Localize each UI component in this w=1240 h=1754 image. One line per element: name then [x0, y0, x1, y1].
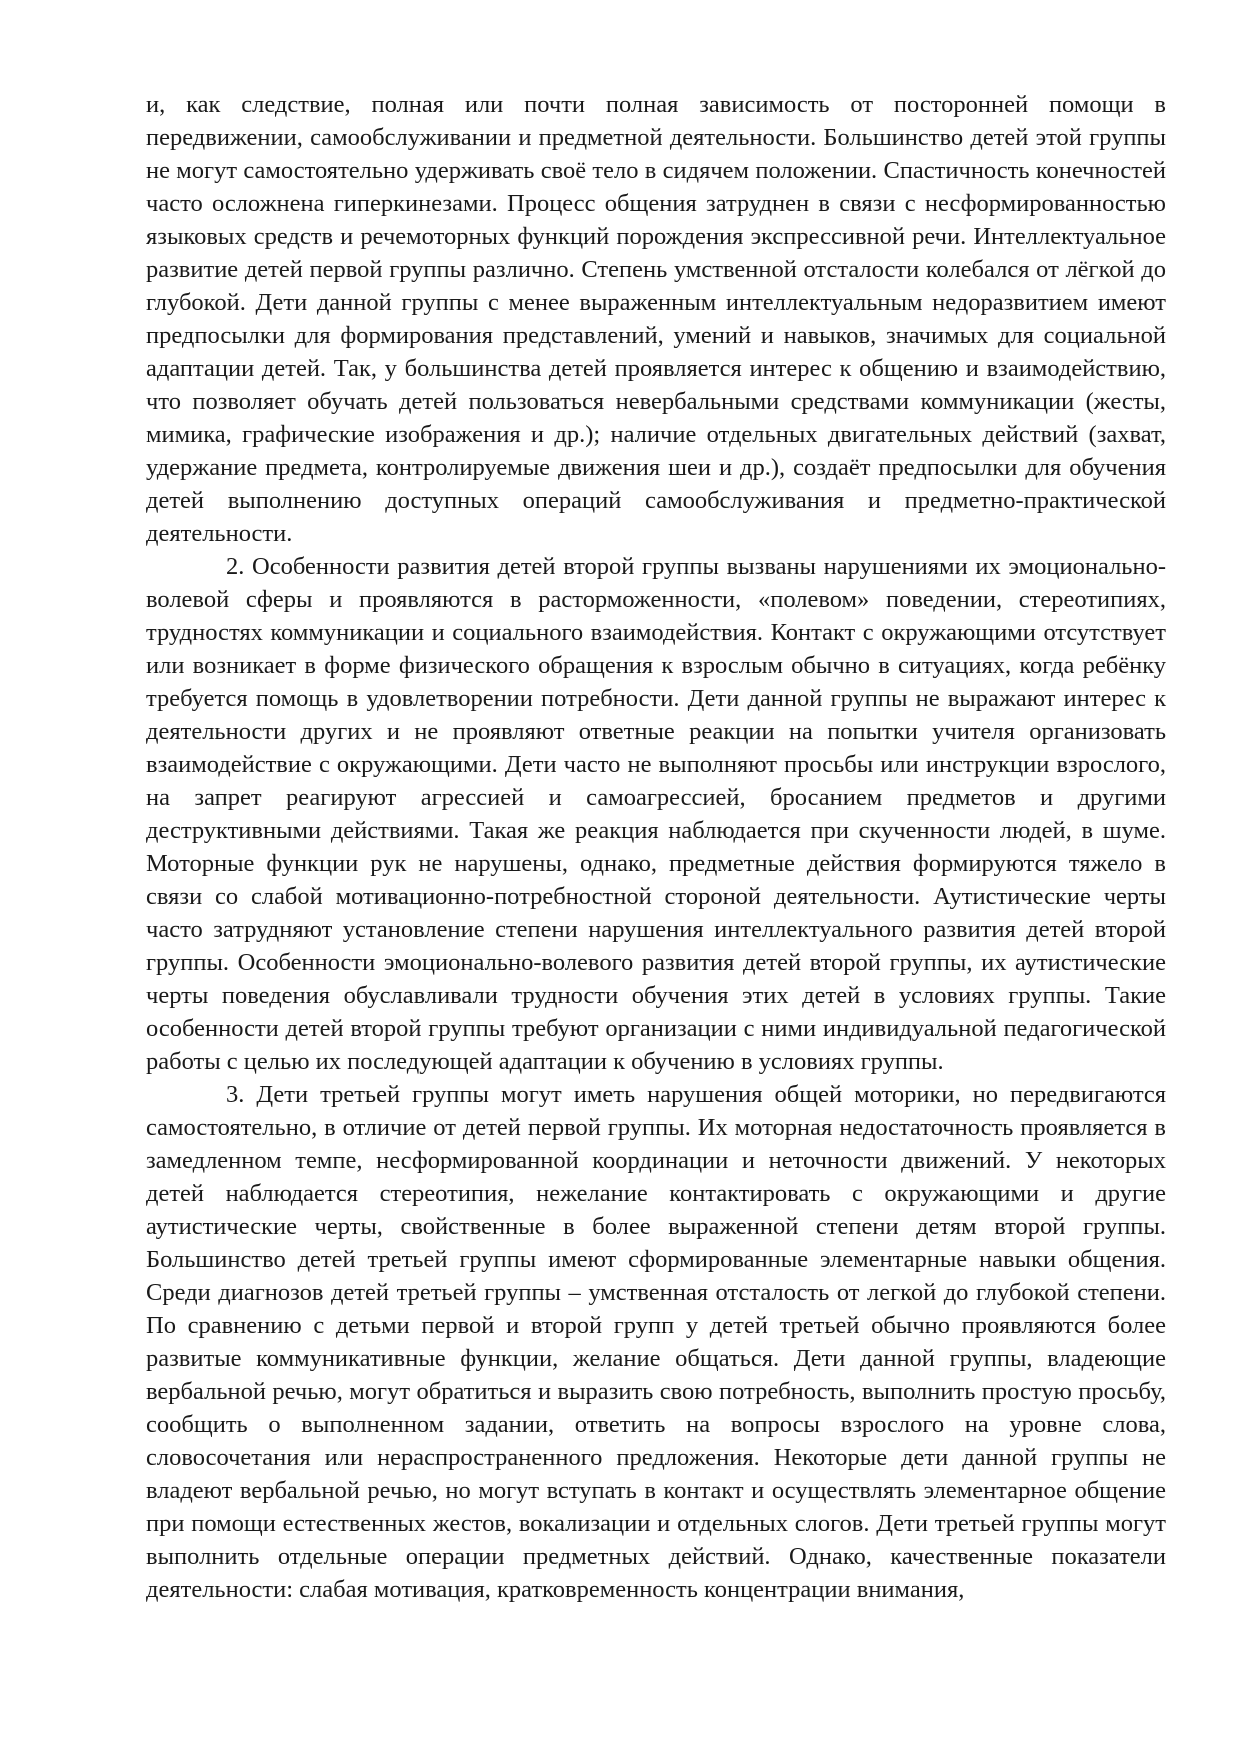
paragraph-group-2: 2. Особенности развития детей второй группы вызваны нарушениями их эмоционально-волевой сферы и проявляются в расторможенности, «полевом» поведении, стереотипиях, трудностях коммуникации и социального взаимодействия. Контакт с окружающими отсутствует или возникает в форме физического обращения к взрослым обычно в ситуациях, когда ребёнку требуется помощь в удовлетворении потребности. Дети данной группы не выражают интерес к деятельности других и не проявляют ответные реакции на попытки учителя организовать взаимодействие с окружающими. Дети часто не выполняют просьбы или инструкции взрослого, на запрет реагируют агрессией и самоагрессией, бросанием предметов и другими деструктивными действиями. Такая же реакция наблюдается при скученности людей, в шуме. Моторные функции рук не нарушены, однако, предметные действия формируются тяжело в связи со слабой мотивационно-потребностной стороной деятельности. Аутистические черты часто затрудняют установление степени нарушения интеллектуального развития детей второй группы. Особенности эмоционально-волевого развития детей второй группы, их аутистические черты поведения обуславливали трудности обучения этих детей в условиях группы. Такие особенности детей второй группы требуют организации с ними индивидуальной педагогической работы с целью их последующей адаптации к обучению в условиях группы. — [146, 553, 1166, 1075]
document-page — [146, 88, 1166, 1606]
paragraph-group-1-continuation: и, как следствие, полная или почти полная зависимость от посторонней помощи в передвижении, самообслуживании и предметной деятельности. Большинство детей этой группы не могут самостоятельно удерживать своё тело в сидячем положении. Спастичность конечностей часто осложнена гиперкинезами. Процесс общения затруднен в связи с несформированностью языковых средств и речемоторных функций порождения экспрессивной речи. Интеллектуальное развитие детей первой группы различно. Степень умственной отсталости колебался от лёгкой до глубокой. Дети данной группы с менее выраженным интеллектуальным недоразвитием имеют предпосылки для формирования представлений, умений и навыков, значимых для социальной адаптации детей. Так, у большинства детей проявляется интерес к общению и взаимодействию, что позволяет обучать детей пользоваться невербальными средствами коммуникации (жесты, мимика, графические изображения и др.); наличие отдельных двигательных действий (захват, удержание предмета, контролируемые движения шеи и др.), создаёт предпосылки для обучения детей выполнению доступных операций самообслуживания и предметно-практической деятельности. — [146, 91, 1166, 547]
paragraph-group-3: 3. Дети третьей группы могут иметь нарушения общей моторики, но передвигаются самостоятельно, в отличие от детей первой группы. Их моторная недостаточность проявляется в замедленном темпе, несформированной координации и неточности движений. У некоторых детей наблюдается стереотипия, нежелание контактировать с окружающими и другие аутистические черты, свойственные в более выраженной степени детям второй группы. Большинство детей третьей группы имеют сформированные элементарные навыки общения. Среди диагнозов детей третьей группы – умственная отсталость от легкой до глубокой степени. По сравнению с детьми первой и второй групп у детей третьей обычно проявляются более развитые коммуникативные функции, желание общаться. Дети данной группы, владеющие вербальной речью, могут обратиться и выразить свою потребность, выполнить простую просьбу, сообщить о выполненном задании, ответить на вопросы взрослого на уровне слова, словосочетания или нераспространенного предложения. Некоторые дети данной группы не владеют вербальной речью, но могут вступать в контакт и осуществлять элементарное общение при помощи естественных жестов, вокализации и отдельных слогов. Дети третьей группы могут выполнить отдельные операции предметных действий. Однако, качественные показатели деятельности: слабая мотивация, кратковременность концентрации внимания, — [146, 1081, 1166, 1603]
